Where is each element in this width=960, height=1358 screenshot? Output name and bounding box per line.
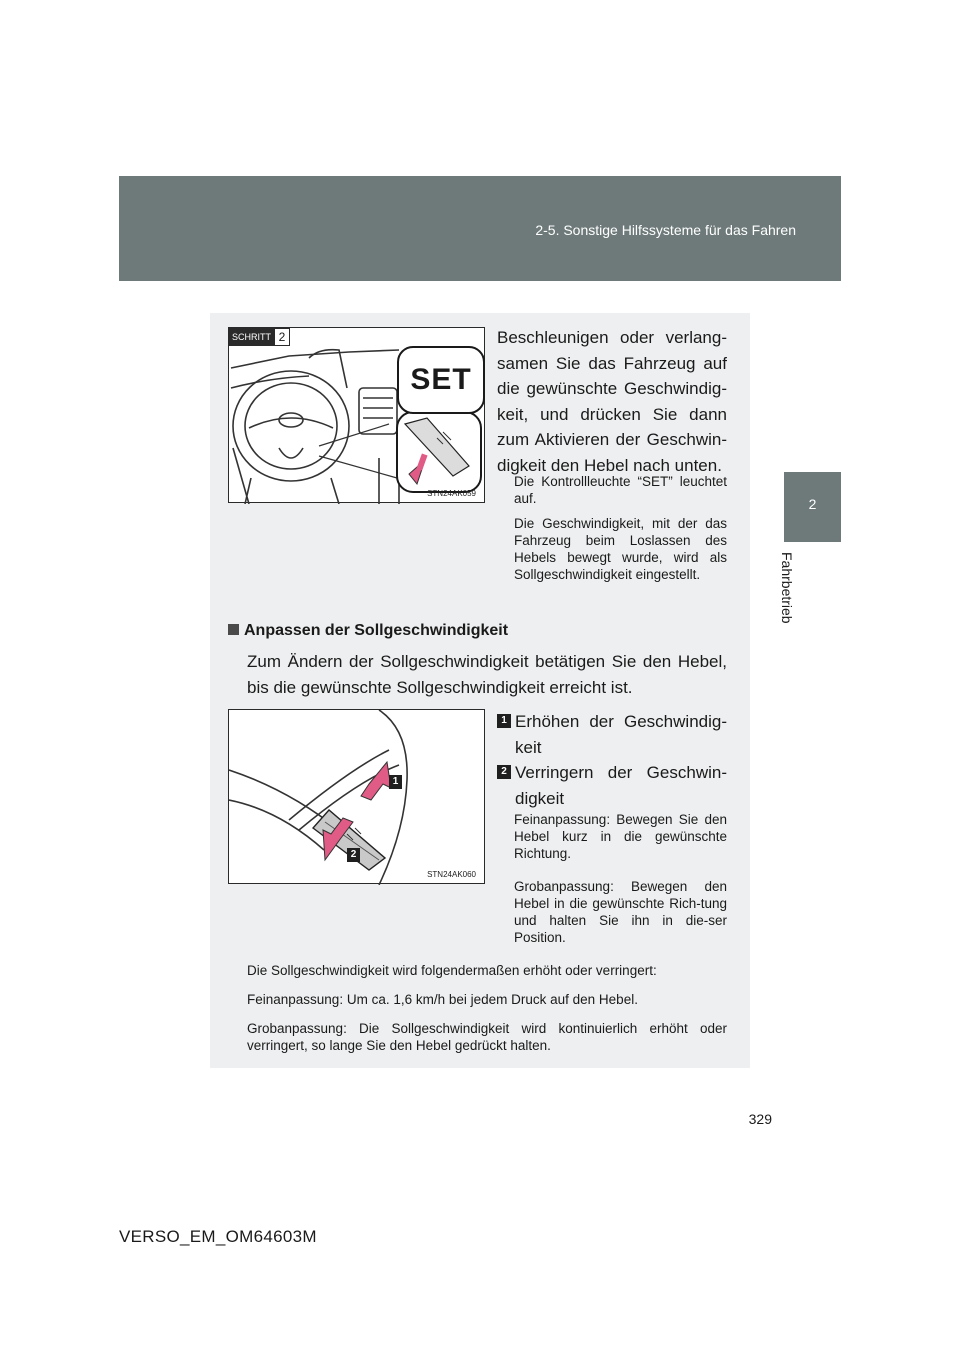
- step-label: SCHRITT: [229, 328, 274, 346]
- step-number: 2: [274, 328, 290, 346]
- figure-lever: [228, 709, 485, 884]
- chapter-label-wrap: [780, 552, 810, 632]
- item-number-badge: 1: [497, 714, 511, 728]
- step2-note-speed: Die Geschwindigkeit, mit der das Fahrzeug beim Loslassen des Hebels bewegt wurde, wird als Sollgeschwindigkeit eingestellt.: [514, 516, 727, 582]
- figure-code: STN24AK059: [427, 489, 476, 498]
- chapter-number: 2: [808, 496, 817, 512]
- item-number-badge: 2: [497, 765, 511, 779]
- heading-square-icon: [228, 624, 239, 635]
- step-badge: [229, 328, 290, 346]
- section-intro: Zum Ändern der Sollgeschwindigkeit betätigen Sie den Hebel, bis die gewünschte Sollgeschwindigkeit erreicht ist.: [247, 652, 727, 697]
- figure-steering-set: [228, 327, 485, 503]
- step2-text: Beschleunigen oder verlang-samen Sie das Fahrzeug auf die gewünschte Geschwindig-keit, und drücken Sie dann zum Aktivieren der Geschwin-digkeit den Hebel nach unten.: [497, 328, 727, 475]
- chapter-tab: [784, 472, 841, 542]
- section-heading-text: Anpassen der Sollgeschwindigkeit: [244, 622, 509, 639]
- footnote-intro: Die Sollgeschwindigkeit wird folgendermaßen erhöht oder verringert:: [247, 963, 657, 978]
- figure-label-2: 2: [347, 848, 360, 862]
- section-heading: [228, 622, 508, 640]
- item-text: Verringern der Geschwin-digkeit: [515, 763, 727, 808]
- figure-code: STN24AK060: [427, 870, 476, 879]
- footnote-coarse: Grobanpassung: Die Sollgeschwindigkeit wird kontinuierlich erhöht oder verringert, so lange Sie den Hebel gedrückt halten.: [247, 1021, 727, 1053]
- figure-label-1: 1: [389, 775, 402, 789]
- chapter-label: Fahrbetrieb: [779, 552, 795, 624]
- footnote-fine: Feinanpassung: Um ca. 1,6 km/h bei jedem Druck auf den Hebel.: [247, 992, 638, 1007]
- coarse-adjust-note: Grobanpassung: Bewegen den Hebel in die gewünschte Rich-tung und halten Sie ihn in die-ser Position.: [514, 879, 727, 945]
- fine-adjust-note: Feinanpassung: Bewegen Sie den Hebel kurz in die gewünschte Richtung.: [514, 812, 727, 861]
- section-title: 2-5. Sonstige Hilfssysteme für das Fahren: [535, 222, 796, 238]
- page-number: 329: [748, 1111, 772, 1127]
- document-code: VERSO_EM_OM64603M: [119, 1227, 317, 1246]
- set-callout: SET: [397, 346, 485, 414]
- step2-note-indicator: Die Kontrollleuchte “SET” leuchtet auf.: [514, 474, 727, 506]
- page-header: [119, 176, 841, 281]
- item-text: Erhöhen der Geschwindig-keit: [515, 712, 727, 757]
